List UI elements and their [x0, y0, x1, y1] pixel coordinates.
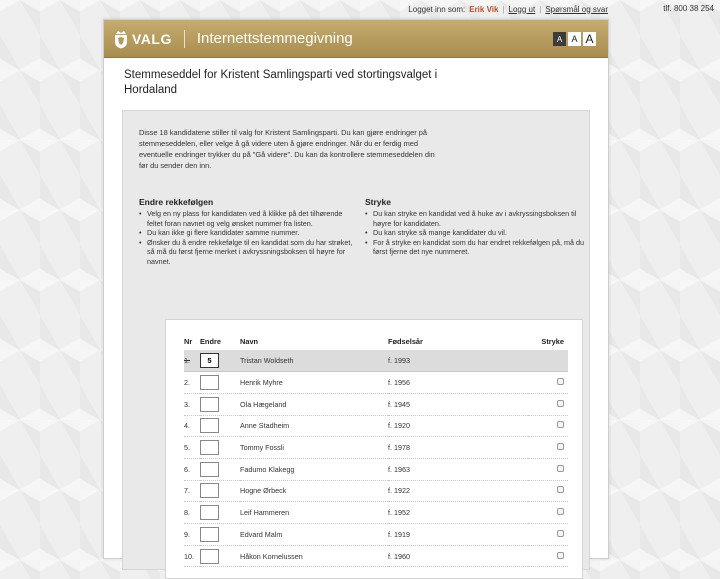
table-row — [184, 437, 568, 459]
intro-text: Disse 18 kandidatene stiller til valg for Kristent Samlingsparti. Du kan gjøre endringer på stemmeseddelen, eller velge å gå videre uten å gjøre endringer. Når du er ferdig med eventuelle endringer trykker du på "Gå videre". Du kan da kontrollere stemmeseddelen din før du sender den inn. — [139, 128, 435, 170]
table-row — [184, 415, 568, 437]
user-name: Erik Vik — [469, 4, 499, 14]
candidate-number: 10. — [184, 551, 194, 561]
col-header-fodselsar: Fødselsår — [388, 336, 423, 346]
main-container — [103, 19, 609, 559]
strike-instruction: • Du kan stryke så mange kandidater du vil. — [365, 228, 585, 238]
rank-input[interactable] — [200, 483, 219, 498]
candidate-number: 1. — [184, 356, 190, 366]
separator: | — [539, 4, 542, 14]
valg-logo — [114, 29, 172, 49]
reorder-instruction: • Ønsker du å endre rekkefølge til en kandidat som du har strøket, så må du først fjerne merket i avkryssningsboksen til høyre for navnet. — [139, 238, 359, 267]
table-row — [184, 393, 568, 415]
logo-text: VALG — [132, 30, 172, 47]
font-size-medium-button[interactable]: A — [568, 32, 581, 46]
col-header-endre: Endre — [200, 336, 221, 346]
strike-checkbox[interactable] — [557, 465, 564, 472]
candidate-table — [184, 332, 568, 567]
candidate-birth-year: f. 1945 — [388, 393, 528, 415]
app-title: Internettstemmegivning — [196, 30, 353, 47]
strike-instructions — [365, 197, 585, 257]
strike-checkbox[interactable] — [557, 486, 564, 493]
coat-of-arms-icon — [114, 29, 128, 49]
candidate-name: Leif Hammeren — [240, 502, 388, 524]
candidate-birth-year: f. 1978 — [388, 437, 528, 459]
rank-input[interactable] — [200, 462, 219, 477]
strike-heading: Stryke — [365, 197, 391, 207]
strike-instruction: • For å stryke en kandidat som du har endret rekkefølgen på, må du først fjerne det nye nummeret. — [365, 238, 585, 257]
rank-input[interactable] — [200, 505, 219, 520]
strike-checkbox[interactable] — [557, 421, 564, 428]
strike-checkbox[interactable] — [557, 552, 564, 559]
candidate-number: 7. — [184, 486, 190, 496]
rank-input[interactable] — [200, 397, 219, 412]
col-header-nr: Nr — [184, 336, 193, 346]
rank-input[interactable] — [200, 549, 219, 564]
reorder-instruction: • Velg en ny plass for kandidaten ved å klikke på det tilhørende feltet foran navnet og velg ønsket nummer fra listen. — [139, 209, 359, 228]
candidate-name: Ola Hægeland — [240, 393, 388, 415]
candidate-number: 4. — [184, 421, 190, 431]
table-row — [184, 372, 568, 394]
candidate-birth-year: f. 1960 — [388, 545, 528, 567]
rank-input[interactable] — [200, 375, 219, 390]
rank-input[interactable] — [200, 418, 219, 433]
candidate-birth-year: f. 1952 — [388, 502, 528, 524]
candidate-name: Håkon Kornelussen — [240, 545, 388, 567]
strike-checkbox[interactable] — [557, 530, 564, 537]
reorder-instructions — [139, 197, 359, 266]
strike-instruction: • Du kan stryke en kandidat ved å huke av i avkryssingsboksen til høyre for kandidaten. — [365, 209, 585, 228]
separator: | — [502, 4, 505, 14]
candidate-birth-year: f. 1922 — [388, 480, 528, 502]
rank-input[interactable] — [200, 440, 219, 455]
table-row — [184, 350, 568, 372]
candidate-number: 3. — [184, 399, 190, 409]
col-header-navn: Navn — [240, 336, 259, 346]
candidate-name: Henrik Myhre — [240, 372, 388, 394]
candidate-name: Anne Stadheim — [240, 415, 388, 437]
logged-in-label: Logget inn som: — [408, 4, 466, 14]
candidate-table-container — [165, 319, 583, 579]
rank-input[interactable] — [200, 527, 219, 542]
candidate-name: Fadumo Klakegg — [240, 458, 388, 480]
rank-input[interactable] — [200, 353, 219, 368]
font-size-switcher — [553, 32, 596, 46]
candidate-number: 6. — [184, 464, 190, 474]
table-header-row — [184, 332, 568, 350]
font-size-small-button[interactable]: A — [553, 32, 566, 46]
candidate-number: 8. — [184, 508, 190, 518]
logout-link[interactable]: Logg ut — [508, 4, 536, 14]
table-row — [184, 458, 568, 480]
candidate-birth-year: f. 1919 — [388, 524, 528, 546]
candidate-number: 9. — [184, 529, 190, 539]
reorder-heading: Endre rekkefølgen — [139, 197, 214, 207]
candidate-name: Hogne Ørbeck — [240, 480, 388, 502]
reorder-instruction: • Du kan ikke gi flere kandidater samme nummer. — [139, 228, 359, 238]
strike-checkbox[interactable] — [557, 400, 564, 407]
candidate-name: Edvard Malm — [240, 524, 388, 546]
strike-checkbox[interactable] — [557, 378, 564, 385]
user-bar — [0, 3, 608, 15]
col-header-stryke: Stryke — [541, 336, 564, 346]
candidate-birth-year: f. 1963 — [388, 458, 528, 480]
candidate-name: Tristan Woldseth — [240, 350, 388, 372]
header-divider — [184, 30, 185, 48]
candidate-birth-year: f. 1993 — [388, 350, 528, 372]
page-title: Stemmeseddel for Kristent Samlingsparti ved stortingsvalget i Hordaland — [124, 69, 438, 96]
phone-number: tlf. 800 38 254 — [663, 4, 714, 13]
header — [104, 20, 608, 58]
ballot-panel — [122, 110, 590, 570]
table-row — [184, 502, 568, 524]
font-size-large-button[interactable]: A — [583, 32, 596, 46]
strike-checkbox[interactable] — [557, 443, 564, 450]
strike-checkbox[interactable] — [557, 508, 564, 515]
candidate-number: 5. — [184, 443, 190, 453]
candidate-birth-year: f. 1920 — [388, 415, 528, 437]
candidate-number: 2. — [184, 378, 190, 388]
table-row — [184, 545, 568, 567]
table-row — [184, 524, 568, 546]
candidate-birth-year: f. 1956 — [388, 372, 528, 394]
table-row — [184, 480, 568, 502]
faq-link[interactable]: Spørsmål og svar — [545, 4, 608, 14]
candidate-name: Tommy Fossli — [240, 437, 388, 459]
